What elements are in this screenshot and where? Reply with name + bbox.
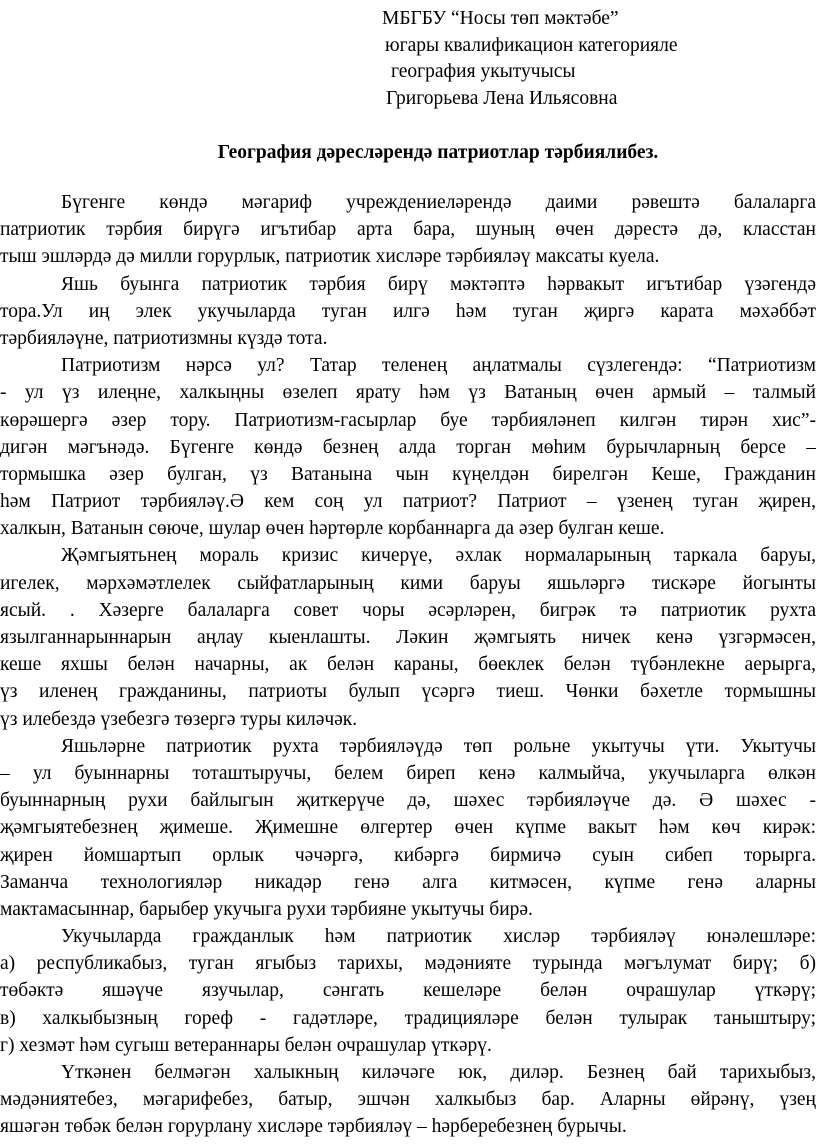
- author-header: [382, 6, 678, 112]
- paragraph: [0, 923, 816, 1059]
- paragraph-line: мәдәниятебез, мәгарифебез, батыр, эшчән халкыбыз бар. Аларны өйрәнү, үзең: [0, 1089, 816, 1111]
- paragraph-line: патриотик тәрбия бирүгә игътибар арта бара, шуның өчен дәрестә дә, класстан: [0, 219, 816, 241]
- qualification-category: югары квалификацион категорияле: [385, 34, 678, 56]
- paragraph-line: тормышка әзер булган, үз Ватанына чын күңелдән бирелгән Кеше, Гражданин: [0, 463, 816, 485]
- paragraph-line: үз илебездә үзебезгә төзергә туры киләчәк.: [0, 708, 358, 730]
- paragraph-line: тәрбияләүне, патриотизмны күздә тота.: [0, 327, 328, 349]
- paragraph-line: - ул үз илеңне, халкыңны өзелеп ярату һәм үз Ватаның өчен армый – талмый: [0, 382, 816, 404]
- paragraph-line: Яшь буынга патриотик тәрбия бирү мәктәптә һәрвакыт игътибар үзәгендә: [61, 273, 816, 295]
- school-name: МБГБУ “Носы төп мәктәбе”: [382, 8, 619, 29]
- paragraph-line: в) халкыбызның гореф - гадәтләре, традицияләре белән тулырак таныштыру;: [0, 1007, 816, 1029]
- paragraph-line: игелек, мәрхәмәтлелек сыйфатларының кими баруы яшьләргә тискәре йогынты: [0, 572, 816, 594]
- author-name: Григорьева Лена Ильясовна: [386, 87, 618, 109]
- paragraph-line: кеше яхшы белән начарны, ак белән караны, бөеклек белән түбәнлекне аерырга,: [0, 654, 816, 676]
- paragraph-line: тора.Ул иң элек укучыларда туган илгә һәм туган җиргә карата мәхәббәт: [0, 300, 816, 322]
- document-title: География дәресләрендә патриотлар тәрбиялибез.: [217, 142, 659, 163]
- paragraph-line: дигән мәгънәдә. Бүгенге көндә безнең алда торган мөһим бурычларның берсе –: [0, 436, 816, 458]
- paragraph-line: яшәгән төбәк белән горурлану хисләре тәрбияләү – һәрберебезнең бурычы.: [0, 1116, 627, 1138]
- paragraph: [0, 271, 816, 353]
- paragraph-line: төбәктә яшәүче язучылар, сәнгать кешеләре белән очрашулар үткәрү;: [0, 980, 816, 1002]
- paragraph-line: җәмгыятебезнең җимеше. Җимешне өлгертер өчен күпме вакыт һәм көч кирәк:: [0, 817, 816, 839]
- paragraph-line: Җәмгыятьнең мораль кризис кичерүе, әхлак нормаларының таркала баруы,: [61, 545, 816, 567]
- teacher-position: география укытучысы: [391, 61, 576, 82]
- paragraph: [0, 189, 816, 271]
- paragraph-line: үз иленең гражданины, патриоты булып үсәргә тиеш. Чөнки бәхетле тормышны: [0, 681, 816, 703]
- paragraph-line: ясый. . Хәзерге балаларга совет чоры әсәрләрен, бигрәк тә патриотик рухта: [0, 599, 816, 621]
- paragraph-line: г) хезмәт һәм сугыш ветераннары белән очрашулар үткәрү.: [0, 1034, 492, 1056]
- paragraph-line: халкын, Ватанын сөючe, шулар өчен һәртөрле корбаннарга да әзер булган кеше.: [0, 518, 665, 540]
- paragraph-line: Яшьләрне патриотик рухта тәрбияләүдә төп рольне укытучы үти. Укытучы: [61, 735, 816, 757]
- paragraph-line: буыннарның рухи байлыгын җиткерүче дә, шәхес тәрбияләүче дә. Ә шәхес -: [0, 790, 816, 812]
- paragraph-line: – ул буыннарны тоташтыручы, белем биреп кенә калмыйча, укучыларга өлкән: [0, 762, 816, 784]
- paragraph-line: мактамасыннар, барыбер укучыга рухи тәрбияне укытучы бирә.: [0, 898, 533, 920]
- paragraph-line: тыш эшләрдә дә милли горурлык, патриотик хисләре тәрбияләү максаты куела.: [0, 246, 660, 268]
- paragraph-line: Патриотизм нәрсә ул? Татар теленең аңлатмалы сүзлегендә: “Патриотизм: [61, 355, 816, 377]
- paragraph: [0, 1059, 816, 1141]
- paragraph-line: көрәшергә әзер тору. Патриотизм-гасырлар буе тәрбияләнеп килгән тирән хис”-: [0, 409, 816, 431]
- paragraph-line: һәм Патриот тәрбияләү.Ә кем соң ул патриот? Патриот – үзенең туган җирен,: [0, 491, 816, 513]
- paragraph-line: язылганнарыннарын аңлау кыенлашты. Ләкин җәмгыять ничек кенә үзгәрмәсен,: [0, 627, 816, 648]
- paragraph-line: Заманча технологияләр никадәр генә алга китмәсен, күпме генә аларны: [0, 871, 816, 893]
- paragraph-line: Бүгенге көндә мәгариф учреждениеләрендә даими рәвештә балаларга: [61, 192, 816, 213]
- document-body: [0, 189, 816, 1141]
- paragraph: [0, 542, 816, 732]
- paragraph-line: җирен йомшартып орлык чәчәргә, кибәргә бирмичә суын сибеп торырга.: [0, 844, 816, 866]
- paragraph: [0, 352, 816, 542]
- paragraph-line: Үткәнен белмәгән халыкның киләчәге юк, диләр. Безнең бай тарихыбыз,: [61, 1062, 816, 1083]
- paragraph-line: Укучыларда гражданлык һәм патриотик хисләр тәрбияләү юнәлешләре:: [61, 926, 816, 948]
- paragraph-line: а) республикабыз, туган ягыбыз тарихы, мәдәнияте турында мәгълумат бирү; б): [0, 953, 816, 975]
- paragraph: [0, 733, 816, 923]
